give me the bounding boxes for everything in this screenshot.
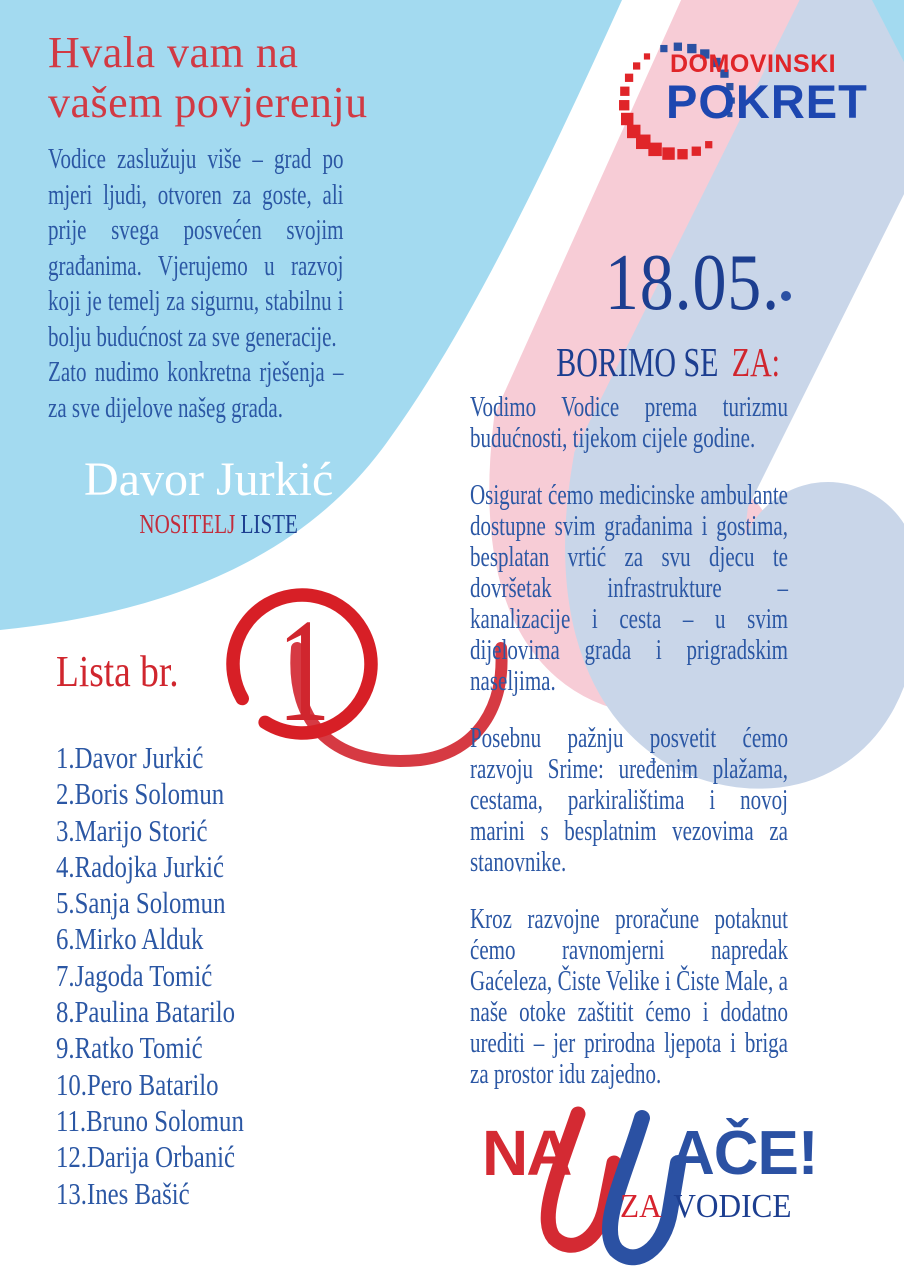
- campaign-logo-na: NA: [482, 1117, 571, 1189]
- candidate-item: 12.Darija Orbanić: [56, 1139, 236, 1175]
- program-paragraph: Kroz razvojne proračune potaknut ćemo ravnomjerni napredak Gaćeleza, Čiste Velike i Čiste Male, a naše otoke zaštitit ćemo i dodatno urediti – jer prirodna ljepota i briga za prostor idu zajedno.: [470, 904, 788, 1090]
- candidate-item: 5.Sanja Solomun: [56, 885, 226, 921]
- candidate-list: [56, 740, 244, 1212]
- list-leader-role: [84, 509, 354, 540]
- candidate-item: 4.Radojka Jurkić: [56, 848, 225, 884]
- campaign-tagline: [620, 1188, 791, 1226]
- slogan-text-blue: BORIMO SE: [556, 339, 719, 385]
- tagline-vodice: VODICE: [673, 1188, 792, 1225]
- candidate-item: 10.Pero Batarilo: [56, 1066, 219, 1102]
- tagline-za: ZA: [620, 1188, 660, 1225]
- list-number-label: Lista br.: [56, 647, 179, 696]
- list-leader-name: Davor Jurkić: [84, 453, 334, 506]
- role-label-liste: LISTE: [240, 509, 299, 539]
- candidate-item: 13.Ines Bašić: [56, 1175, 190, 1211]
- candidate-item: 11.Bruno Solomun: [56, 1102, 244, 1138]
- intro-text-block: [48, 142, 344, 426]
- list-number-value: 1: [277, 589, 331, 753]
- candidate-item: 7.Jagoda Tomić: [56, 957, 213, 993]
- candidate-item: 2.Boris Solomun: [56, 776, 225, 812]
- candidate-item: 9.Ratko Tomić: [56, 1030, 203, 1066]
- candidate-item: 8.Paulina Batarilo: [56, 994, 236, 1030]
- thank-you-heading: Hvala vam na vašem povjerenju: [48, 28, 368, 127]
- program-paragraphs: [470, 392, 788, 1116]
- candidate-item: 6.Mirko Alduk: [56, 921, 204, 957]
- candidate-item: 3.Marijo Storić: [56, 812, 208, 848]
- election-date: 18.05.: [604, 239, 780, 327]
- intro-paragraph-2: Zato nudimo konkretna rješenja – za sve dijelove našeg grada.: [48, 357, 344, 424]
- party-name-line2: POKRET: [666, 75, 868, 128]
- campaign-logo: [470, 1106, 850, 1276]
- program-paragraph: Posebnu pažnju posvetit ćemo razvoju Srime: uređenim plažama, cestama, parkiralištima i novoj marini s besplatnim vezovima za stanovnike.: [470, 723, 788, 878]
- slogan-text-red: ZA:: [731, 339, 780, 385]
- candidate-item: 1.Davor Jurkić: [56, 740, 204, 775]
- slogan-heading: [532, 338, 780, 386]
- campaign-logo-ace: AČE!: [670, 1119, 818, 1188]
- program-paragraph: Vodimo Vodice prema turizmu budućnosti, tijekom cijele godine.: [470, 392, 788, 454]
- role-label-nositelj: NOSITELJ: [139, 509, 236, 539]
- party-name-line1: DOMOVINSKI: [670, 50, 837, 78]
- program-paragraph: Osigurat ćemo medicinske ambulante dostupne svim građanima i gostima, besplatan vrtić za svu djecu te dovršetak infrastrukture – kanalizacije i cesta – u svim dijelovima grada i prigradskim naseljima.: [470, 480, 788, 697]
- intro-paragraph: Vodice zaslužuju više – grad po mjeri ljudi, otvoren za goste, ali prije svega posvećen svojim građanima. Vjerujemo u razvoj koji je temelj za sigurnu, stabilnu i bolju budućnost za sve generacije.: [48, 144, 344, 353]
